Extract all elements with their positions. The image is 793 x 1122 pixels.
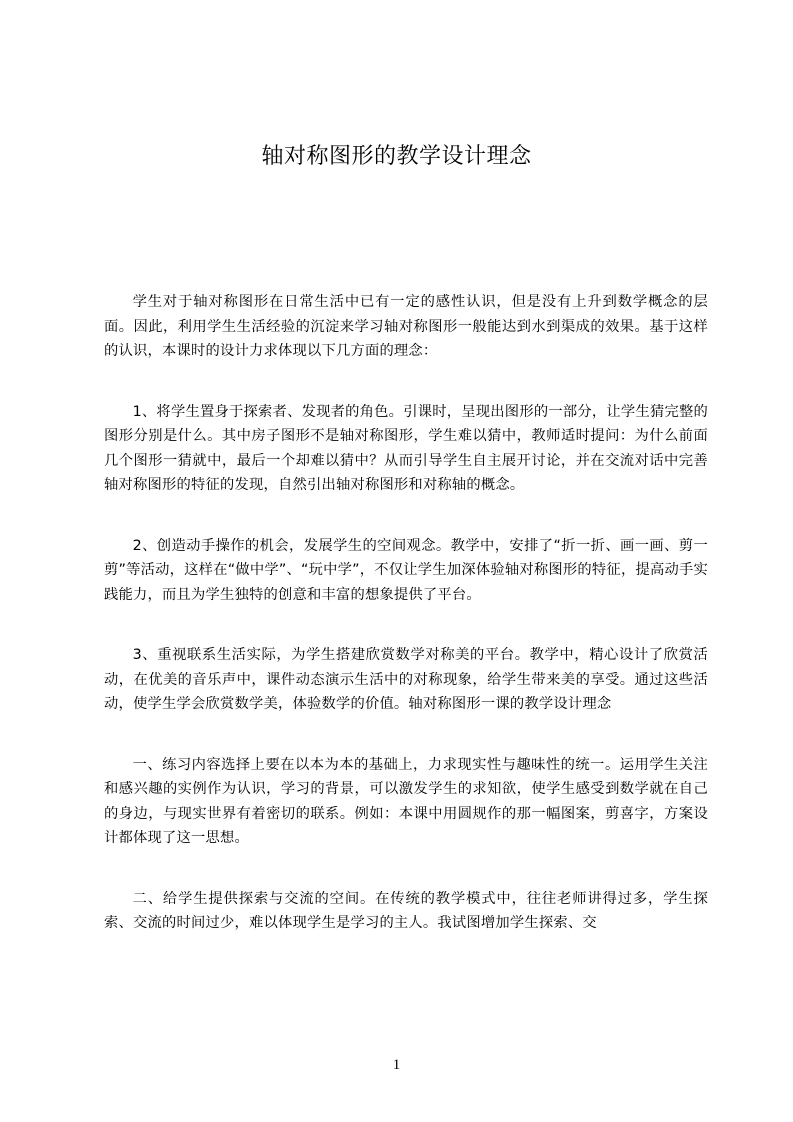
paragraph-section-2: 二、给学生提供探索与交流的空间。在传统的教学模式中，往往老师讲得过多，学生探索、交流的时间过少，难以体现学生是学习的主人。我试图增加学生探索、交 [104,890,708,931]
paragraph-point-2: 2、创造动手操作的机会，发展学生的空间观念。教学中，安排了“折一折、画一画、剪一剪”等活动，这样在“做中学”、“玩中学”，不仅让学生加深体验轴对称图形的特征，提高动手实践能力，而且为学生独特的创意和丰富的想象提供了平台。 [104,537,708,603]
document-body [104,290,708,972]
paragraph-section-1: 一、练习内容选择上要在以本为本的基础上，力求现实性与趣味性的统一。运用学生关注和感兴趣的实例作为认识，学习的背景，可以激发学生的求知欲，使学生感受到数学就在自己的身边，与现实世界有着密切的联系。例如：本课中用圆规作的那一幅图案，剪喜字，方案设计都体现了这一思想。 [104,756,708,846]
paragraph-point-1: 1、将学生置身于探索者、发现者的角色。引课时，呈现出图形的一部分，让学生猜完整的图形分别是什么。其中房子图形不是轴对称图形，学生难以猜中，教师适时提问：为什么前面几个图形一猜就中，最后一个却难以猜中？从而引导学生自主展开讨论，并在交流对话中完善轴对称图形的特征的发现，自然引出轴对称图形和对称轴的概念。 [104,403,708,493]
paragraph-intro: 学生对于轴对称图形在日常生活中已有一定的感性认识，但是没有上升到数学概念的层面。因此，利用学生生活经验的沉淀来学习轴对称图形一般能达到水到渠成的效果。基于这样的认识，本课时的设计力求体现以下几方面的理念： [104,294,708,359]
paragraph-point-3: 3、重视联系生活实际，为学生搭建欣赏数学对称美的平台。教学中，精心设计了欣赏活动，在优美的音乐声中，课件动态演示生活中的对称现象，给学生带来美的享受。通过这些活动，使学生学会欣赏数学美，体验数学的价值。轴对称图形一课的教学设计理念 [104,647,708,712]
page-number: 1 [392,1057,401,1073]
document-title: 轴对称图形的教学设计理念 [261,144,532,169]
